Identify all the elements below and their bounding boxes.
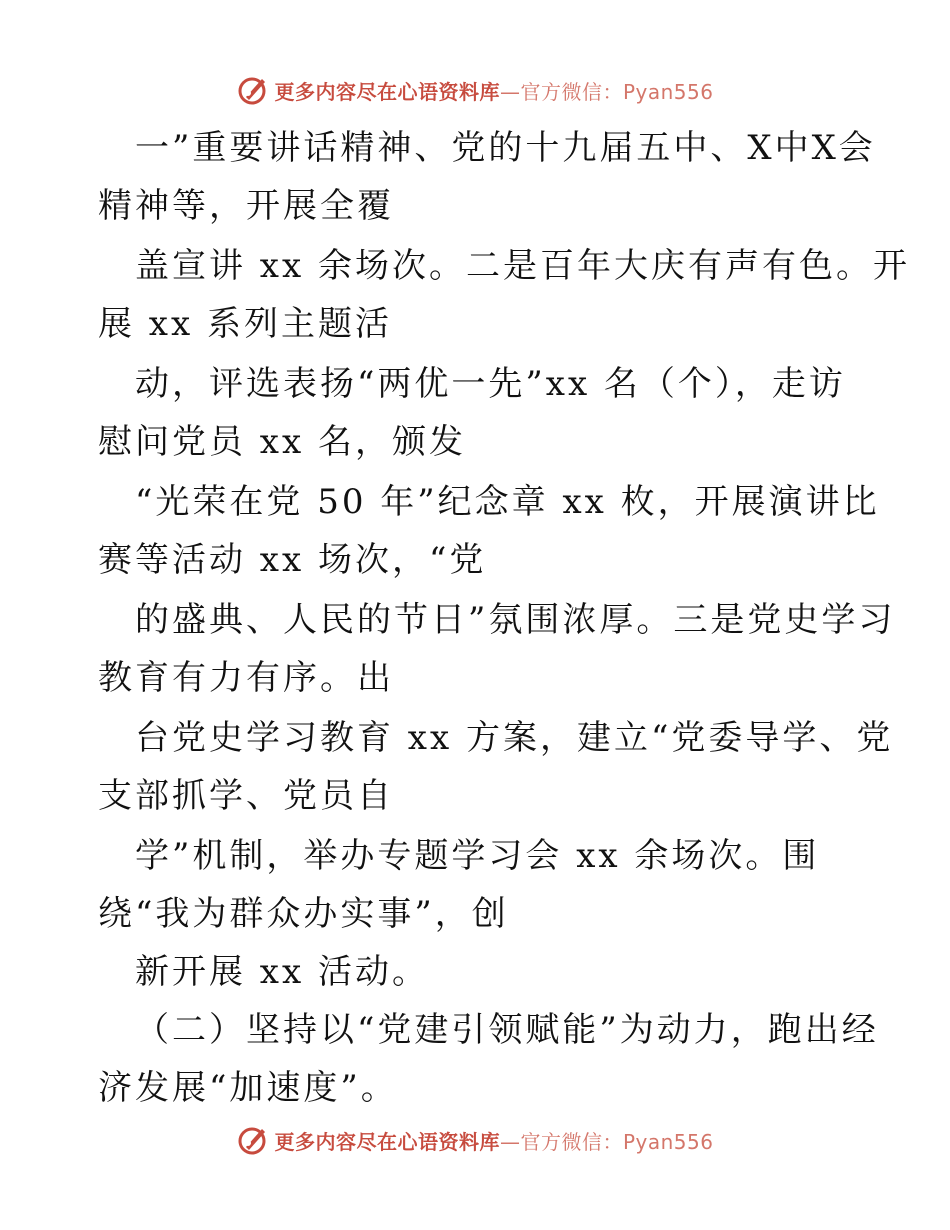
header-text (274, 76, 713, 105)
footer-banner (0, 1120, 950, 1160)
text-line-1: 一”重要讲话精神、党的十九届五中、X中X会 (135, 128, 876, 168)
text-line-16: （二）坚持以“党建引领赋能”为动力，跑出经 (135, 1010, 879, 1050)
text-line-11: 台党史学习教育 xx 方案，建立“党委导学、党 (135, 718, 894, 758)
text-line-2: 精神等，开展全覆 (98, 186, 394, 226)
text-line-17: 济发展“加速度”。 (98, 1068, 398, 1108)
text-line-13: 学”机制，举办专题学习会 xx 余场次。围 (135, 836, 820, 876)
header-dash: — (499, 79, 521, 104)
footer-text (274, 1126, 713, 1155)
text-line-3: 盖宣讲 xx 余场次。二是百年大庆有声有色。开 (135, 246, 910, 286)
text-line-6: 慰问党员 xx 名，颁发 (98, 422, 466, 462)
text-line-4: 展 xx 系列主题活 (98, 304, 392, 344)
text-line-14: 绕“我为群众办实事”，创 (98, 894, 509, 934)
footer-wechat: 官方微信：Pyan556 (520, 1129, 714, 1154)
text-line-5: 动，评选表扬“两优一先”xx 名（个），走访 (135, 364, 846, 404)
header-brand: 更多内容尽在心语资料库 (274, 79, 500, 104)
text-line-12: 支部抓学、党员自 (98, 776, 394, 816)
header-wechat: 官方微信：Pyan556 (520, 79, 714, 104)
text-line-8: 赛等活动 xx 场次，“党 (98, 540, 487, 580)
text-line-10: 教育有力有序。出 (98, 658, 394, 698)
text-line-9: 的盛典、人民的节日”氛围浓厚。三是党史学习 (135, 600, 896, 640)
text-line-15: 新开展 xx 活动。 (135, 952, 429, 992)
footer-dash: — (499, 1129, 521, 1154)
footer-brand: 更多内容尽在心语资料库 (274, 1129, 500, 1154)
header-banner (0, 70, 950, 110)
quill-logo-icon (236, 73, 270, 107)
quill-logo-icon (236, 1123, 270, 1157)
text-line-7: “光荣在党 50 年”纪念章 xx 枚，开展演讲比 (135, 482, 880, 522)
